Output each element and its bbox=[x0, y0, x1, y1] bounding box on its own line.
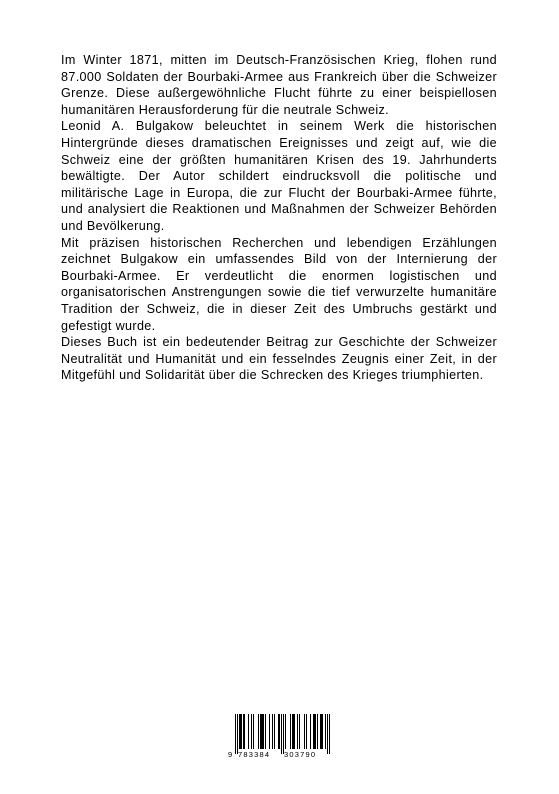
barcode-bar bbox=[262, 714, 263, 749]
barcode-bar bbox=[240, 714, 241, 749]
barcode-digits bbox=[228, 750, 332, 760]
barcode-bar bbox=[290, 714, 291, 749]
barcode-bar bbox=[299, 714, 300, 749]
barcode-bar bbox=[320, 714, 321, 749]
barcode-bar bbox=[317, 714, 318, 749]
paragraph-4: Dieses Buch ist ein bedeutender Beitrag zur Geschichte der Schweizer Neutralität und Humanität und ein fesselndes Zeugnis einer Zeit, in der Mitgefühl und Solidarität über die Schrecken des Krieges triumphierten. bbox=[61, 335, 497, 383]
barcode-bar bbox=[297, 714, 298, 749]
back-cover-text bbox=[61, 52, 497, 384]
barcode-bar bbox=[306, 714, 307, 749]
barcode-bar bbox=[260, 714, 261, 749]
barcode-bar bbox=[292, 714, 293, 749]
barcode-bars bbox=[228, 714, 332, 754]
barcode-bar bbox=[304, 714, 305, 749]
barcode-bar bbox=[274, 714, 275, 749]
barcode-bar bbox=[315, 714, 316, 749]
barcode-bar bbox=[283, 714, 284, 754]
barcode-bar bbox=[279, 714, 280, 749]
barcode-bar bbox=[235, 714, 236, 754]
barcode-bar bbox=[244, 714, 245, 749]
barcode-bar bbox=[261, 714, 262, 749]
barcode-bar bbox=[285, 714, 286, 749]
barcode-bar bbox=[322, 714, 323, 749]
barcode-bar bbox=[251, 714, 252, 749]
barcode-bar bbox=[294, 714, 295, 749]
barcode-bar bbox=[314, 714, 315, 749]
barcode-bar bbox=[281, 714, 282, 754]
barcode-bar bbox=[329, 714, 330, 754]
barcode-bar bbox=[258, 714, 259, 749]
barcode-bar bbox=[253, 714, 254, 749]
paragraph-3: Mit präzisen historischen Recherchen und lebendigen Erzählungen zeichnet Bulgakow ein umfassendes Bild von der Internierung der Bourbaki-Armee. Er verdeutlicht die enormen logistischen und organisatorischen Anstrengungen sowie die tief verwurzelte humanitäre Tradition der Schweiz, die in dieser Zeit des Umbruchs gestärkt und gefestigt wurde. bbox=[61, 235, 497, 333]
barcode-bar bbox=[325, 714, 326, 749]
paragraph-1: Im Winter 1871, mitten im Deutsch-Französischen Krieg, flohen rund 87.000 Soldaten der Bourbaki-Armee aus Frankreich über die Schweizer Grenze. Diese außergewöhnliche Flucht führte zu einer beispiellosen humanitären Herausforderung für die neutrale Schweiz. bbox=[61, 53, 497, 117]
barcode-bar bbox=[327, 714, 328, 754]
barcode-bar bbox=[278, 714, 279, 749]
barcode-first-digit: 9 bbox=[228, 750, 233, 759]
barcode-left-digits: 783384 bbox=[238, 750, 271, 759]
paragraph-2: Leonid A. Bulgakow beleuchtet in seinem Werk die historischen Hintergründe dieses dramatischen Ereignisses und zeigt auf, wie die Schweiz eine der größten humanitären Krisen des 19. Jahrhunderts bewältigte. Der Autor schildert eindrucksvoll die politische und militärische Lage in Europa, die zur Flucht der Bourbaki-Armee führte, und analysiert die Reaktionen und Maßnahmen der Schweizer Behörden und Bevölkerung. bbox=[61, 119, 497, 233]
barcode-bar bbox=[241, 714, 242, 749]
isbn-barcode bbox=[228, 714, 332, 760]
barcode-bar bbox=[243, 714, 244, 749]
barcode-bar bbox=[237, 714, 238, 754]
barcode-right-digits: 303790 bbox=[284, 750, 317, 759]
barcode-bar bbox=[269, 714, 270, 749]
barcode-bar bbox=[263, 714, 264, 749]
barcode-bar bbox=[265, 714, 266, 749]
barcode-bar bbox=[239, 714, 240, 749]
barcode-bar bbox=[293, 714, 294, 749]
barcode-bar bbox=[248, 714, 249, 749]
barcode-bar bbox=[321, 714, 322, 749]
barcode-bar bbox=[310, 714, 311, 749]
barcode-bar bbox=[272, 714, 273, 749]
barcode-bar bbox=[313, 714, 314, 749]
